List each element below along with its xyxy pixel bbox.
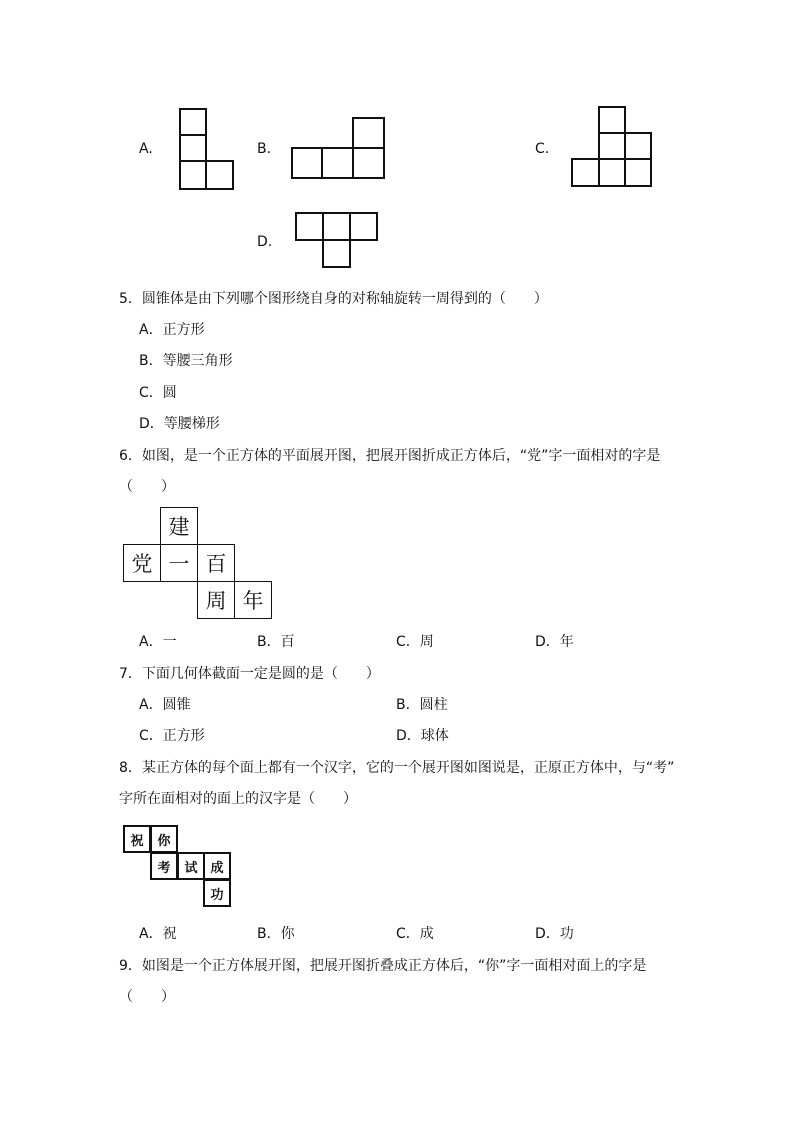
net-square xyxy=(295,212,324,241)
net-face: 祝 xyxy=(123,825,151,853)
net-square xyxy=(624,158,652,187)
net-square xyxy=(598,158,626,187)
q6-option-b: B．百 xyxy=(257,634,295,650)
q6-option-d: D．年 xyxy=(535,634,574,650)
net-face: 成 xyxy=(203,852,231,880)
net-square xyxy=(571,158,600,187)
q6-option-c: C．周 xyxy=(396,634,434,650)
q9-stem: 9．如图是一个正方体展开图，把展开图折叠成正方体后，“你”字一面相对面上的字是 xyxy=(119,958,647,974)
net-square xyxy=(322,212,351,241)
q7-option-d: D．球体 xyxy=(396,728,449,744)
q4-option-d-label: D. xyxy=(257,234,273,250)
q6-option-a: A．一 xyxy=(139,634,177,650)
net-face: 你 xyxy=(150,825,178,853)
net-face: 试 xyxy=(177,852,205,880)
net-face: 年 xyxy=(234,581,272,619)
q4-option-a-label: A. xyxy=(139,141,153,157)
net-square xyxy=(291,147,323,179)
q4-option-b-label: B. xyxy=(257,141,272,157)
net-square xyxy=(624,132,652,160)
net-square xyxy=(179,134,207,162)
q8-stem-line1: 8．某正方体的每个面上都有一个汉字，它的一个展开图如图说是，正原正方体中，与“考” xyxy=(119,760,675,776)
q7-stem: 7．下面几何体截面一定是圆的是（ ） xyxy=(119,666,380,682)
net-square xyxy=(205,160,234,190)
q6-paren: （ ） xyxy=(119,479,175,495)
q5-option-c: C．圆 xyxy=(139,385,177,401)
q8-option-c: C．成 xyxy=(396,926,434,942)
q6-stem: 6．如图，是一个正方体的平面展开图，把展开图折成正方体后，“党”字一面相对的字是 xyxy=(119,448,661,464)
net-square xyxy=(598,106,626,134)
net-square xyxy=(179,108,207,136)
net-square xyxy=(352,147,385,179)
q8-option-d: D．功 xyxy=(535,926,574,942)
q8-option-a: A．祝 xyxy=(139,926,177,942)
net-face: 功 xyxy=(203,879,231,907)
net-square xyxy=(321,147,354,179)
net-square xyxy=(352,117,385,149)
q4-option-c-label: C. xyxy=(535,141,550,157)
net-square xyxy=(322,239,351,268)
net-square xyxy=(598,132,626,160)
q7-option-a: A．圆锥 xyxy=(139,697,191,713)
q5-stem: 5．圆锥体是由下列哪个图形绕自身的对称轴旋转一周得到的（ ） xyxy=(119,291,548,307)
net-face: 一 xyxy=(160,544,198,582)
net-face: 党 xyxy=(123,544,161,582)
net-face: 周 xyxy=(197,581,235,619)
q7-option-c: C．正方形 xyxy=(139,728,205,744)
net-face: 考 xyxy=(150,852,178,880)
net-face: 建 xyxy=(160,507,198,545)
q9-paren: （ ） xyxy=(119,989,175,1005)
net-face: 百 xyxy=(197,544,235,582)
q5-option-a: A．正方形 xyxy=(139,322,205,338)
q7-option-b: B．圆柱 xyxy=(396,697,448,713)
q5-option-d: D．等腰梯形 xyxy=(139,416,220,432)
q8-stem-line2: 字所在面相对的面上的汉字是（ ） xyxy=(119,791,357,807)
net-square xyxy=(349,212,378,241)
net-square xyxy=(179,160,207,190)
q8-option-b: B．你 xyxy=(257,926,295,942)
q5-option-b: B．等腰三角形 xyxy=(139,353,233,369)
